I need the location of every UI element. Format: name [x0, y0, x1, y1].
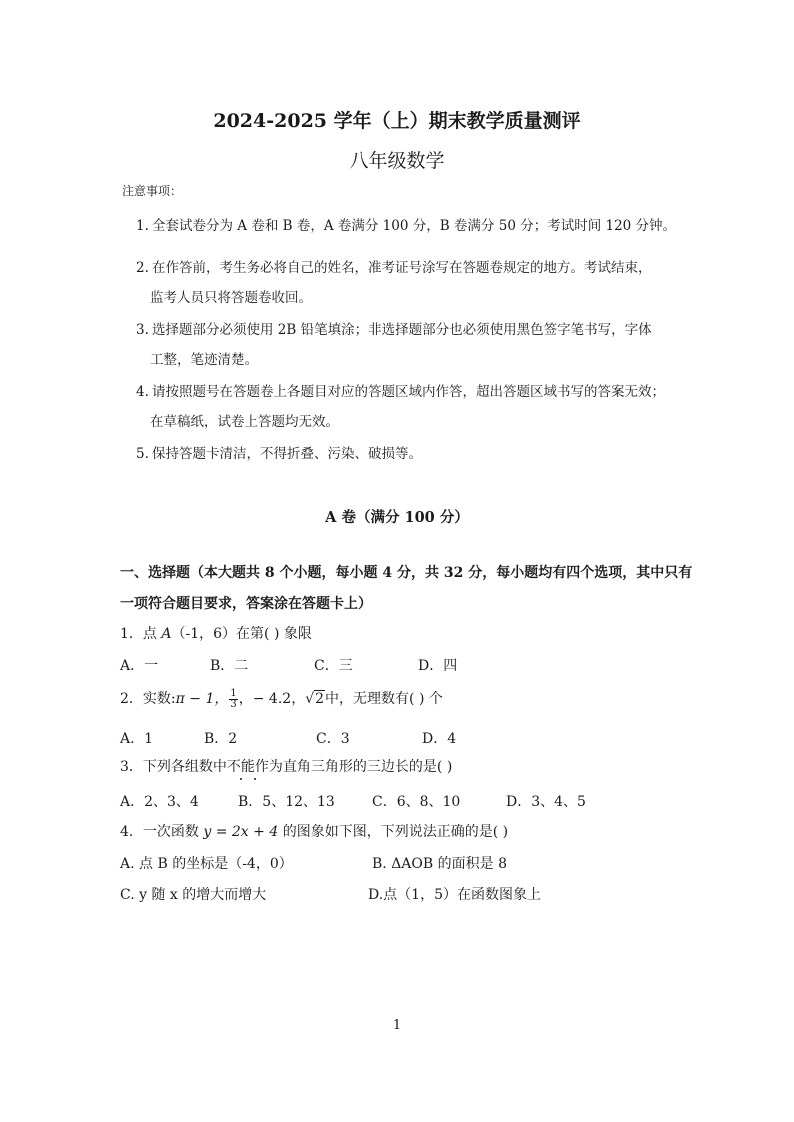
expr-pi-minus-one: π − 1，: [175, 691, 229, 707]
part-one-heading-cont: 一项符合题目要求，答案涂在答题卡上）: [120, 596, 372, 612]
point-variable: A: [161, 626, 172, 642]
notice-item-1: [136, 214, 676, 234]
question-2: 2．实数:π − 1， $\frac{1}{3}$ ，− 4.2，√2中，无理数有( ) 个: [120, 687, 443, 710]
notice-text-cont: 工整，笔迹清楚。: [150, 352, 258, 368]
notice-num: 3.: [136, 322, 149, 338]
emphasis-dots: 不能: [227, 756, 255, 776]
q3-option-c: C．6、8、10: [372, 794, 461, 810]
q3-option-b: B．5、12、13: [238, 794, 335, 810]
notice-num: 2.: [136, 260, 149, 276]
question-1: 1．点 A（-1，6）在第( ) 象限: [120, 626, 312, 642]
notice-text: 选择题部分必须使用 2B 铅笔填涂；非选择题部分也必须使用黑色签字笔书写，字体: [152, 322, 652, 338]
notice-text-cont: 监考人员只将答题卷收回。: [150, 290, 312, 306]
q2-option-a: A．1: [120, 731, 154, 747]
q2-option-c: C．3: [316, 731, 350, 747]
notice-num: 4.: [136, 384, 149, 400]
question-4: 4．一次函数 y = 2x + 4 的图象如下图，下列说法正确的是( ): [120, 824, 509, 840]
q4-option-d: D.点（1，5）在函数图象上: [368, 887, 541, 903]
q2-option-b: B．2: [204, 731, 238, 747]
notice-text: 在作答前，考生务必将自己的姓名，准考证号涂写在答题卷规定的地方。考试结束，: [152, 260, 652, 276]
notice-item-4: [136, 380, 665, 400]
question-3: 3．下列各组数中不能作为直角三角形的三边长的是( ): [120, 756, 452, 776]
page-number: 1: [392, 1018, 402, 1033]
sqrt-icon: √: [305, 691, 315, 707]
q4-option-a: A. 点 B 的坐标是（-4，0）: [120, 856, 293, 872]
q1-option-c: C．三: [314, 658, 353, 674]
q4-option-c: C. y 随 x 的增大而增大: [120, 887, 267, 903]
fraction-one-third: $\frac{1}{3}$: [230, 687, 237, 710]
linear-function-expr: y = 2x + 4: [203, 824, 279, 840]
notice-text: 请按照题号在答题卷上各题目对应的答题区域内作答，超出答题区域书写的答案无效；: [152, 384, 665, 400]
notice-num: 1.: [136, 218, 149, 234]
notice-num: 5.: [136, 446, 149, 462]
notice-item-5: [136, 442, 422, 462]
notice-item-2: [136, 256, 652, 276]
sqrt-two: √2: [305, 691, 325, 707]
q1-option-d: D．四: [418, 658, 458, 674]
exam-subtitle: 八年级数学: [349, 150, 445, 172]
section-a-title: A 卷（满分 100 分）: [325, 509, 469, 526]
expr-neg-four-point-two: ，− 4.2，: [238, 691, 306, 707]
q1-option-b: B．二: [210, 658, 249, 674]
q3-option-a: A．2、3、4: [120, 794, 199, 810]
notice-heading: 注意事项：: [122, 184, 183, 198]
q2-option-d: D．4: [422, 731, 457, 747]
notice-text: 保持答题卡清洁，不得折叠、污染、破损等。: [152, 446, 422, 462]
notice-text: 全套试卷分为 A 卷和 B 卷，A 卷满分 100 分，B 卷满分 50 分；考试时间 120 分钟。: [152, 218, 677, 234]
exam-title: 2024-2025 学年（上）期末教学质量测评: [213, 110, 581, 132]
notice-text-cont: 在草稿纸，试卷上答题均无效。: [150, 414, 339, 430]
q4-option-b: B. ΔAOB 的面积是 8: [372, 856, 507, 872]
q3-option-d: D．3、4、5: [506, 794, 586, 810]
part-one-heading: 一、选择题（本大题共 8 个小题，每小题 4 分，共 32 分，每小题均有四个选项，其中只有: [120, 565, 693, 581]
q1-option-a: A．一: [120, 658, 159, 674]
notice-item-3: [136, 318, 652, 338]
